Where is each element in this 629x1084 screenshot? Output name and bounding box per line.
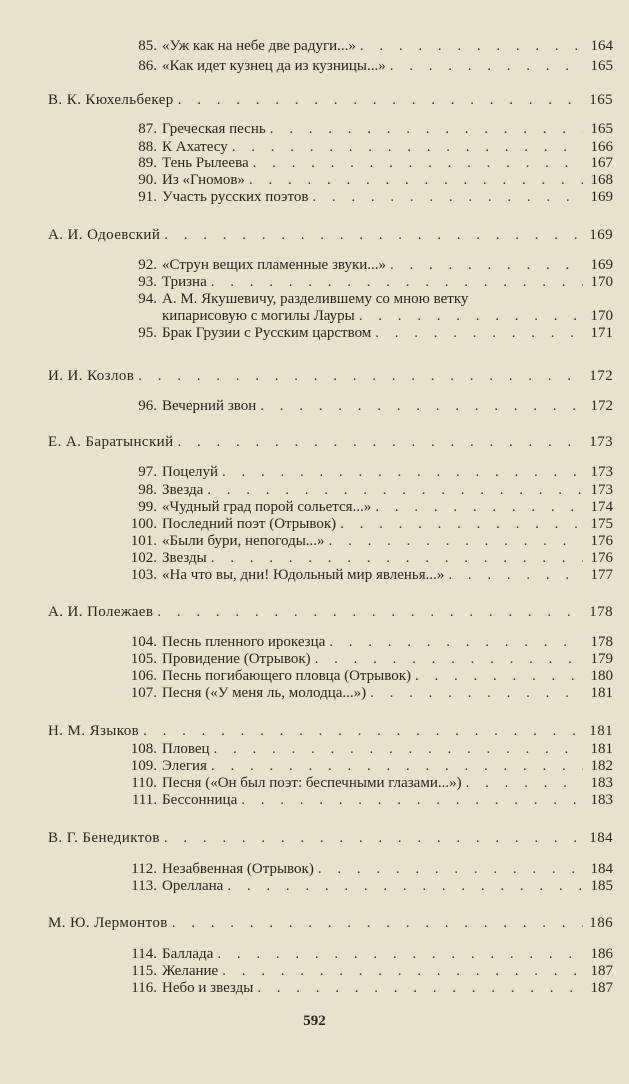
dot-leader: [217, 945, 583, 963]
entry-title: Брак Грузии с Русским царством: [162, 325, 372, 341]
entry-number: 89.: [138, 155, 157, 171]
entry-title: Греческая песнь: [162, 121, 266, 137]
entry-page: 182: [590, 758, 613, 774]
entry-page: 173: [589, 434, 613, 450]
entry-page: 181: [590, 685, 613, 701]
entry-title: кипарисовую с могилы Лауры: [162, 308, 355, 324]
entry-number: 96.: [138, 398, 157, 414]
entry-number: 107.: [130, 685, 157, 701]
entry-title: Провидение (Отрывок): [162, 651, 311, 667]
dot-leader: [312, 188, 583, 206]
toc-entry: [112, 549, 613, 567]
toc-entry: [112, 324, 613, 342]
entry-number: 110.: [131, 775, 157, 791]
entry-title: Ореллана: [162, 878, 224, 894]
entry-page: 171: [590, 325, 613, 341]
author-name: А. И. Одоевский: [48, 227, 161, 243]
entry-number: 100.: [130, 516, 157, 532]
toc-entry: [112, 945, 613, 963]
entry-number: 108.: [130, 741, 157, 757]
dot-leader: [138, 367, 583, 385]
dot-leader: [222, 962, 583, 980]
entry-number: 102.: [130, 550, 157, 566]
toc-author-heading: [48, 367, 613, 385]
dot-leader: [466, 774, 583, 792]
dot-leader: [448, 566, 583, 584]
entry-number: 101.: [130, 533, 157, 549]
entry-title: Песнь погибающего пловца (Отрывок): [162, 668, 412, 684]
entry-number: 114.: [131, 946, 157, 962]
dot-leader: [222, 463, 583, 481]
entry-page: 183: [590, 792, 613, 808]
author-name: М. Ю. Лермонтов: [48, 915, 168, 931]
toc-author-heading: [48, 91, 613, 109]
dot-leader: [318, 860, 583, 878]
toc-entry-continuation: [162, 307, 613, 325]
entry-title: Участь русских поэтов: [162, 189, 309, 205]
entry-number: 111.: [131, 792, 157, 808]
dot-leader: [164, 829, 583, 847]
entry-page: 176: [590, 533, 613, 549]
entry-number: 91.: [138, 189, 157, 205]
author-name: В. К. Кюхельбекер: [48, 92, 174, 108]
entry-page: 181: [589, 723, 613, 739]
entry-page: 167: [590, 155, 613, 171]
entry-title: Песня («Он был поэт: беспечными глазами...»): [162, 775, 462, 791]
toc-entry: [112, 650, 613, 668]
dot-leader: [241, 791, 583, 809]
dot-leader: [359, 307, 583, 325]
dot-leader: [207, 481, 583, 499]
entry-number: 97.: [138, 464, 157, 480]
entry-page: 179: [590, 651, 613, 667]
dot-leader: [211, 549, 583, 567]
toc-entry: [112, 397, 613, 415]
entry-title: Небо и звезды: [162, 980, 254, 996]
entry-page: 172: [590, 398, 613, 414]
entry-number: 105.: [130, 651, 157, 667]
author-name: Н. М. Языков: [48, 723, 140, 739]
entry-title: Элегия: [162, 758, 207, 774]
toc-author-heading: [48, 914, 613, 932]
toc-entry: [112, 791, 613, 809]
entry-page: 169: [590, 189, 613, 205]
toc-entry: [112, 120, 613, 138]
entry-number: 93.: [138, 274, 157, 290]
author-name: В. Г. Бенедиктов: [48, 830, 160, 846]
dot-leader: [157, 603, 583, 621]
toc-entry: [112, 256, 613, 274]
toc-entry: [112, 515, 613, 533]
toc-entry: [112, 684, 613, 702]
entry-page: 172: [589, 368, 613, 384]
entry-title: «Уж как на небе две радуги...»: [162, 38, 356, 54]
toc-entry: [112, 290, 613, 308]
entry-page: 166: [590, 139, 613, 155]
dot-leader: [340, 515, 583, 533]
entry-page: 184: [589, 830, 613, 846]
entry-page: 165: [590, 121, 613, 137]
page-number: 592: [303, 1013, 326, 1029]
dot-leader: [415, 667, 583, 685]
entry-title: «Как идет кузнец да из кузницы...»: [162, 58, 386, 74]
entry-page: 181: [590, 741, 613, 757]
entry-page: 173: [590, 482, 613, 498]
dot-leader: [257, 979, 583, 997]
author-name: Е. А. Баратынский: [48, 434, 174, 450]
dot-leader: [211, 757, 583, 775]
entry-number: 116.: [131, 980, 157, 996]
entry-page: 185: [590, 878, 613, 894]
dot-leader: [143, 722, 583, 740]
entry-title: А. М. Якушевичу, разделившему со мною ветку: [162, 291, 469, 307]
entry-title: Пловец: [162, 741, 210, 757]
toc-entry: [112, 740, 613, 758]
entry-number: 106.: [130, 668, 157, 684]
entry-number: 103.: [130, 567, 157, 583]
entry-number: 104.: [130, 634, 157, 650]
entry-number: 98.: [138, 482, 157, 498]
entry-page: 178: [590, 634, 613, 650]
dot-leader: [227, 877, 583, 895]
entry-title: Желание: [162, 963, 219, 979]
dot-leader: [329, 532, 583, 550]
dot-leader: [214, 740, 584, 758]
toc-author-heading: [48, 433, 613, 451]
toc-entry: [112, 273, 613, 291]
entry-title: Песня («У меня ль, молодца...»): [162, 685, 367, 701]
entry-title: «Были бури, непогоды...»: [162, 533, 325, 549]
entry-title: Тень Рылеева: [162, 155, 249, 171]
entry-page: 177: [590, 567, 613, 583]
entry-title: Из «Гномов»: [162, 172, 245, 188]
toc-entry: [112, 774, 613, 792]
entry-number: 113.: [131, 878, 157, 894]
dot-leader: [360, 37, 583, 55]
toc-author-heading: [48, 603, 613, 621]
dot-leader: [178, 91, 583, 109]
entry-page: 173: [590, 464, 613, 480]
toc-entry: [112, 633, 613, 651]
toc-entry: [112, 188, 613, 206]
entry-page: 180: [590, 668, 613, 684]
entry-page: 168: [590, 172, 613, 188]
toc-entry: [112, 962, 613, 980]
entry-number: 94.: [138, 291, 157, 307]
toc-entry: [112, 37, 613, 55]
entry-page: 175: [590, 516, 613, 532]
entry-number: 112.: [131, 861, 157, 877]
dot-leader: [211, 273, 583, 291]
dot-leader: [270, 120, 583, 138]
dot-leader: [375, 498, 583, 516]
entry-page: 178: [589, 604, 613, 620]
toc-entry: [112, 154, 613, 172]
entry-page: 165: [589, 92, 613, 108]
entry-page: 169: [590, 257, 613, 273]
dot-leader: [390, 256, 583, 274]
dot-leader: [164, 226, 583, 244]
entry-title: Вечерний звон: [162, 398, 257, 414]
toc-entry: [112, 532, 613, 550]
dot-leader: [375, 324, 583, 342]
entry-title: «Чудный град порой сольется...»: [162, 499, 372, 515]
toc-entry: [112, 877, 613, 895]
toc-entry: [112, 481, 613, 499]
dot-leader: [315, 650, 583, 668]
entry-title: Поцелуй: [162, 464, 219, 480]
entry-page: 187: [590, 980, 613, 996]
entry-number: 109.: [130, 758, 157, 774]
entry-title: Песнь пленного ирокезца: [162, 634, 326, 650]
entry-title: «На что вы, дни! Юдольный мир явленья...»: [162, 567, 445, 583]
dot-leader: [329, 633, 583, 651]
entry-number: 86.: [138, 58, 157, 74]
entry-page: 186: [590, 946, 613, 962]
entry-page: 164: [590, 38, 613, 54]
entry-number: 95.: [138, 325, 157, 341]
entry-title: Звезда: [162, 482, 204, 498]
author-name: А. И. Полежаев: [48, 604, 154, 620]
dot-leader: [370, 684, 583, 702]
entry-title: Последний поэт (Отрывок): [162, 516, 337, 532]
entry-title: Бессонница: [162, 792, 238, 808]
entry-number: 88.: [138, 139, 157, 155]
dot-leader: [260, 397, 583, 415]
entry-title: Баллада: [162, 946, 214, 962]
entry-title: К Ахатесу: [162, 139, 228, 155]
entry-number: 99.: [138, 499, 157, 515]
toc-author-heading: [48, 226, 613, 244]
dot-leader: [249, 171, 583, 189]
toc-entry: [112, 498, 613, 516]
toc-entry: [112, 757, 613, 775]
toc-author-heading: [48, 829, 613, 847]
toc-entry: [112, 463, 613, 481]
entry-number: 92.: [138, 257, 157, 273]
entry-number: 85.: [138, 38, 157, 54]
entry-page: 184: [590, 861, 613, 877]
entry-page: 170: [590, 274, 613, 290]
entry-page: 165: [590, 58, 613, 74]
dot-leader: [253, 154, 583, 172]
entry-number: 90.: [138, 172, 157, 188]
entry-page: 176: [590, 550, 613, 566]
entry-title: «Струн вещих пламенные звуки...»: [162, 257, 387, 273]
entry-number: 115.: [131, 963, 157, 979]
entry-title: Тризна: [162, 274, 207, 290]
entry-page: 187: [590, 963, 613, 979]
toc-entry: [112, 566, 613, 584]
entry-page: 174: [590, 499, 613, 515]
dot-leader: [172, 914, 583, 932]
toc-author-heading: [48, 722, 613, 740]
entry-page: 170: [590, 308, 613, 324]
toc-entry: [112, 667, 613, 685]
dot-leader: [390, 57, 583, 75]
entry-page: 183: [590, 775, 613, 791]
entry-title: Звезды: [162, 550, 207, 566]
entry-title: Незабвенная (Отрывок): [162, 861, 314, 877]
toc-entry: [112, 57, 613, 75]
toc-entry: [112, 171, 613, 189]
toc-entry: [112, 860, 613, 878]
author-name: И. И. Козлов: [48, 368, 135, 384]
entry-page: 186: [589, 915, 613, 931]
toc-entry: [112, 979, 613, 997]
dot-leader: [178, 433, 584, 451]
entry-page: 169: [589, 227, 613, 243]
entry-number: 87.: [138, 121, 157, 137]
